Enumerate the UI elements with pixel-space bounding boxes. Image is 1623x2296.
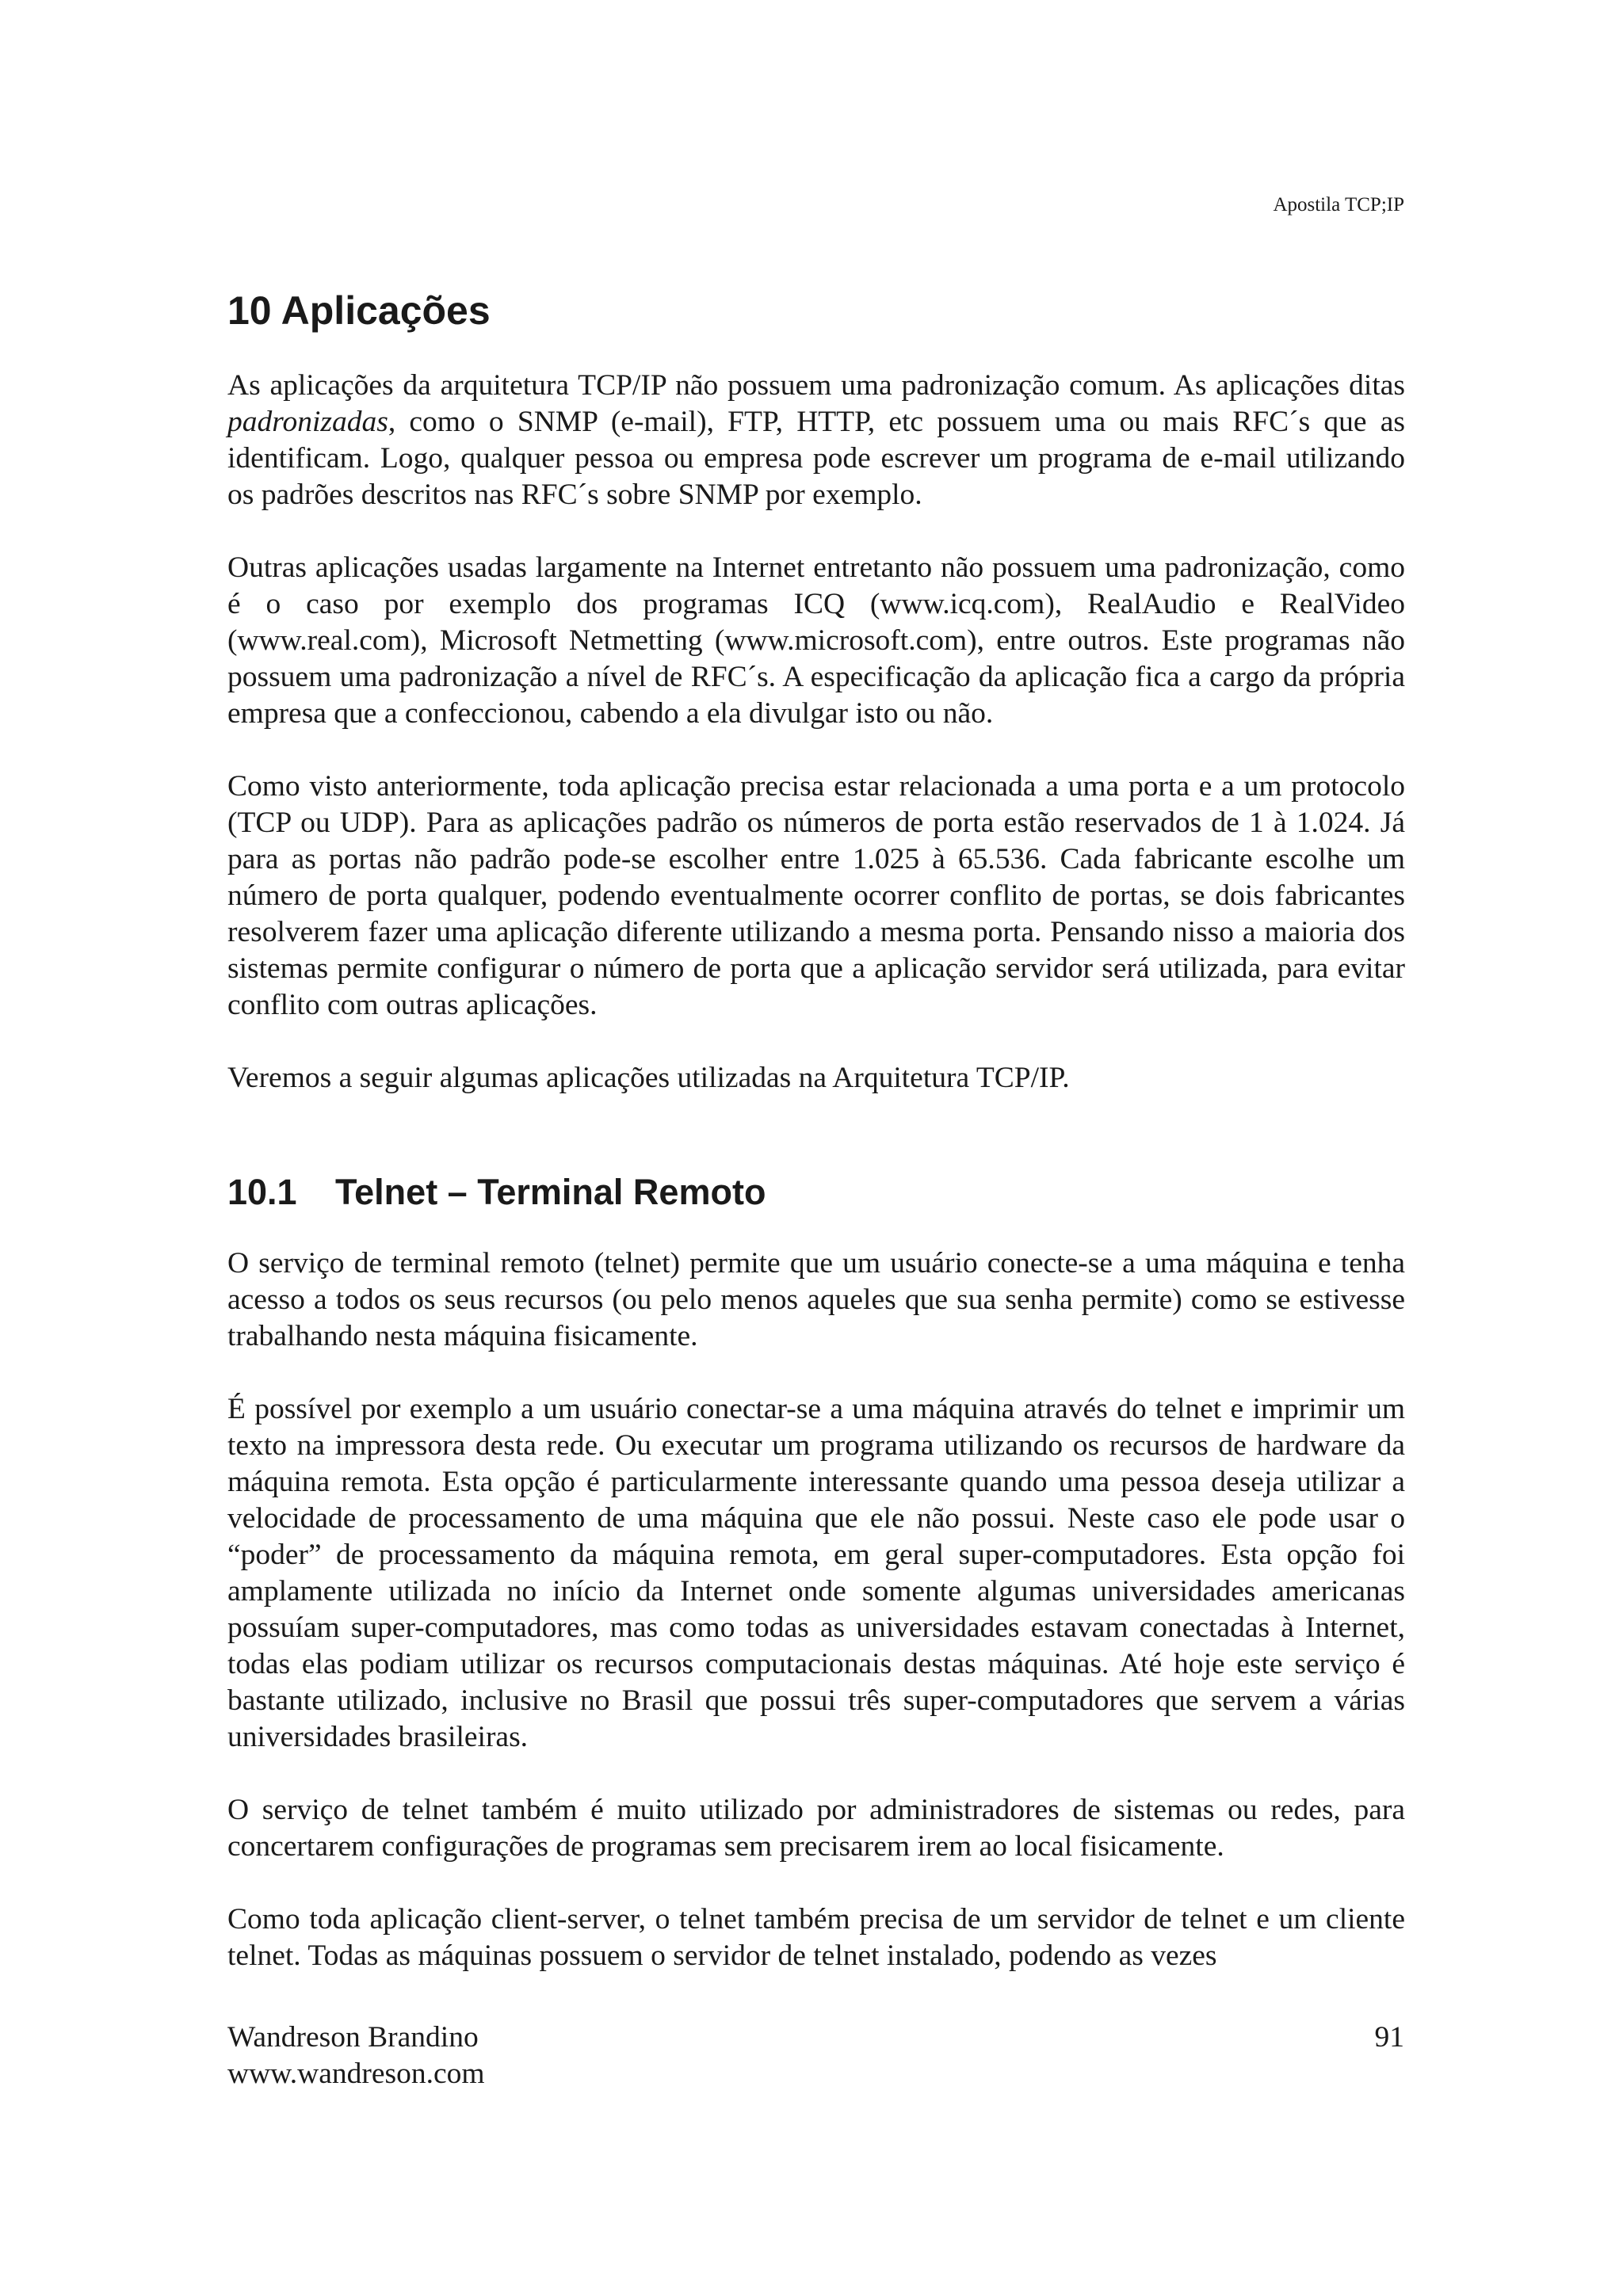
paragraph-intro-2: Outras aplicações usadas largamente na Internet entretanto não possuem uma padronização, como é o caso por exemplo dos programas ICQ (www.icq.com), RealAudio e RealVideo (www.real.com), Microsoft Netmetting (www.microsoft.com), entre outros. Este programas não possuem uma padronização a nível de RFC´s. A especificação da aplicação fica a cargo da própria empresa que a confeccionou, cabendo a ela divulgar isto ou não.	[227, 551, 1405, 730]
paragraph-text: , como o SNMP (e-mail), FTP, HTTP, etc possuem uma ou mais RFC´s que as identificam. Logo, qualquer pessoa ou empresa pode escrever um programa de e-mail utilizando os padrões descritos nas RFC´s sobre SNMP por exemplo.	[227, 406, 1405, 511]
paragraph-section-2: É possível por exemplo a um usuário conectar-se a uma máquina através do telnet e imprimir um texto na impressora desta rede. Ou executar um programa utilizando os recursos de hardware da máquina remota. Esta opção é particularmente interessante quando uma pessoa deseja utilizar a velocidade de processamento de uma máquina que ele não possui. Neste caso ele pode usar o “poder” de processamento da máquina remota, em geral super-computadores. Esta opção foi amplamente utilizada no início da Internet onde somente algumas universidades americanas possuíam super-computadores, mas como todas as universidades estavam conectadas à Internet, todas elas podiam utilizar os recursos computacionais destas máquinas. Até hoje este serviço é bastante utilizado, inclusive no Brasil que possui três super-computadores que servem a várias universidades brasileiras.	[227, 1393, 1405, 1753]
section-spacer	[227, 1133, 1405, 1169]
page-number: 91	[1374, 2021, 1404, 2054]
footer-author: Wandreson Brandino	[227, 2021, 479, 2054]
chapter-title: 10 Aplicações	[227, 288, 491, 333]
running-header: Apostila TCP;IP	[1273, 194, 1404, 215]
paragraph-intro-1	[227, 368, 1405, 513]
section-number: 10.1	[227, 1172, 297, 1212]
paragraph-text: As aplicações da arquitetura TCP/IP não possuem uma padronização comum. As aplicações ditas	[227, 369, 1405, 402]
footer-author-block	[227, 2019, 485, 2092]
section-title: Telnet – Terminal Remoto	[335, 1172, 766, 1212]
paragraph-intro-4: Veremos a seguir algumas aplicações utilizadas na Arquitetura TCP/IP.	[227, 1062, 1070, 1094]
page-content	[227, 285, 1405, 1974]
paragraph-intro-3: Como visto anteriormente, toda aplicação precisa estar relacionada a uma porta e a um protocolo (TCP ou UDP). Para as aplicações padrão os números de porta estão reservados de 1 à 1.024. Já para as portas não padrão pode-se escolher entre 1.025 à 65.536. Cada fabricante escolhe um número de porta qualquer, podendo eventualmente ocorrer conflito de portas, se dois fabricantes resolverem fazer uma aplicação diferente utilizando a mesma porta. Pensando nisso a maioria dos sistemas permite configurar o número de porta que a aplicação servidor será utilizada, para evitar conflito com outras aplicações.	[227, 770, 1405, 1021]
footer-website: www.wandreson.com	[227, 2058, 485, 2090]
paragraph-section-1: O serviço de terminal remoto (telnet) permite que um usuário conecte-se a uma máquina e tenha acesso a todos os seus recursos (ou pelo menos aqueles que sua senha permite) como se estivesse trabalhando nesta máquina fisicamente.	[227, 1247, 1405, 1352]
emphasis-text: padronizadas	[227, 406, 388, 438]
section-heading	[227, 1169, 1405, 1215]
paragraph-section-3: O serviço de telnet também é muito utilizado por administradores de sistemas ou redes, para concertarem configurações de programas sem precisarem irem ao local fisicamente.	[227, 1794, 1405, 1863]
paragraph-section-4: Como toda aplicação client-server, o telnet também precisa de um servidor de telnet e um cliente telnet. Todas as máquinas possuem o servidor de telnet instalado, podendo as vezes	[227, 1903, 1405, 1972]
